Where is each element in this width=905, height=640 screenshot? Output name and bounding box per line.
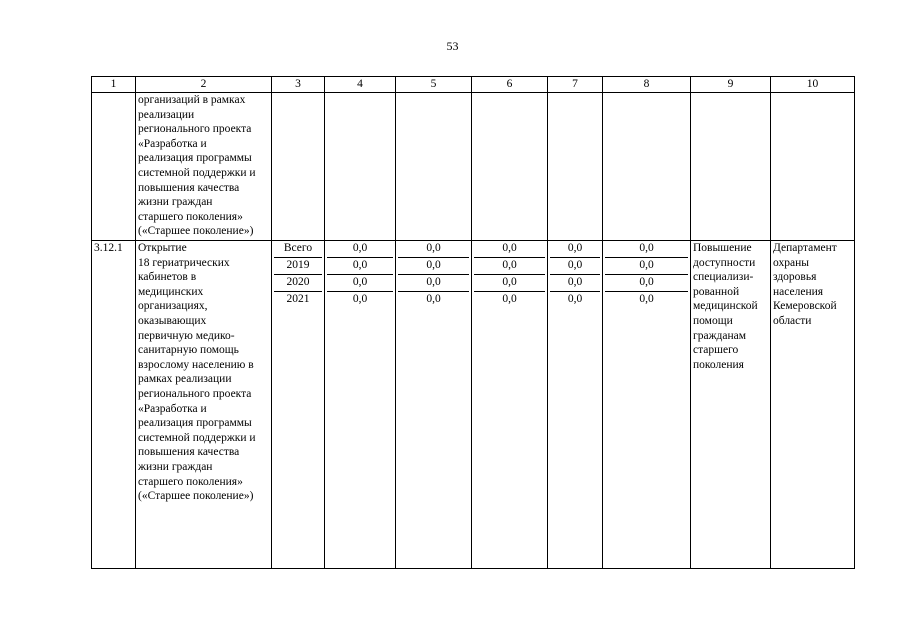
description-line: системной поддержки и: [138, 431, 256, 444]
funding-value: 0,0: [327, 275, 393, 292]
description-line: системной поддержки и: [138, 166, 256, 179]
header-row: [92, 77, 855, 93]
description-line: медицинских: [138, 285, 204, 298]
description-line: кабинетов в: [138, 271, 197, 284]
executor-line: населения: [773, 285, 824, 298]
year-label: 2020: [274, 275, 322, 292]
description-line: «Разработка и: [138, 137, 207, 150]
col-header-10: 10: [771, 77, 855, 93]
col-header-8: 8: [603, 77, 691, 93]
funding-value: 0,0: [352, 293, 368, 305]
funding-column-4: [325, 241, 396, 569]
funding-value: 0,0: [639, 293, 654, 305]
funding-values: [398, 241, 469, 308]
table-row-continued: [92, 93, 855, 241]
funding-value: 0,0: [327, 241, 393, 258]
description-line: реализации: [138, 108, 195, 121]
funding-column-6: [472, 241, 548, 569]
description-line: реализация программы: [138, 152, 252, 165]
funding-value: 0,0: [605, 241, 688, 258]
col-header-4: 4: [325, 77, 396, 93]
funding-value: 0,0: [474, 258, 545, 275]
empty-cell: [325, 93, 396, 241]
funding-value: 0,0: [567, 293, 583, 305]
col-header-9: 9: [691, 77, 771, 93]
description-line: повышения качества: [138, 181, 240, 194]
description-line: организациях,: [138, 300, 208, 313]
row-number: 3.12.1: [92, 241, 136, 569]
funding-values: [550, 241, 600, 308]
description-line: первичную медико-: [138, 329, 235, 342]
funding-value: 0,0: [474, 241, 545, 258]
col-header-1: 1: [92, 77, 136, 93]
funding-value: 0,0: [605, 275, 688, 292]
funding-value: 0,0: [327, 258, 393, 275]
description-line: («Старшее поколение»): [138, 225, 254, 238]
responsible-executor: [771, 241, 855, 569]
empty-cell: [472, 93, 548, 241]
funding-value: 0,0: [426, 293, 441, 305]
description-line: реализация программы: [138, 417, 252, 430]
funding-values: [605, 241, 688, 308]
executor-line: области: [773, 314, 812, 327]
empty-cell: [771, 93, 855, 241]
expected-result: [691, 241, 771, 569]
funding-value: 0,0: [502, 293, 517, 305]
col-header-6: 6: [472, 77, 548, 93]
description-line: оказывающих: [138, 314, 207, 327]
year-list: [274, 241, 322, 308]
executor-line: Департамент: [773, 242, 837, 254]
executor-line: здоровья: [773, 271, 817, 284]
year-column: [272, 241, 325, 569]
funding-value: 0,0: [398, 241, 469, 258]
description-line: 18 гериатрических: [138, 256, 230, 269]
empty-cell: [691, 93, 771, 241]
activity-description: [136, 241, 272, 569]
result-line: помощи: [693, 314, 733, 327]
description-line: жизни граждан: [138, 196, 213, 209]
funding-column-7: [548, 241, 603, 569]
funding-value: 0,0: [398, 275, 469, 292]
result-line: специализи-: [693, 271, 754, 284]
description-line: старшего поколения»: [138, 210, 243, 223]
empty-cell: [396, 93, 472, 241]
description-line: санитарную помощь: [138, 344, 239, 357]
funding-value: 0,0: [550, 275, 600, 292]
result-line: доступности: [693, 256, 756, 269]
description-line: («Старшее поколение»): [138, 490, 254, 503]
description-line: повышения качества: [138, 446, 240, 459]
col-header-3: 3: [272, 77, 325, 93]
description-line: взрослому населению в: [138, 358, 254, 371]
row-number: [92, 93, 136, 241]
executor-line: охраны: [773, 256, 809, 269]
description-line: старшего поколения»: [138, 475, 243, 488]
col-header-7: 7: [548, 77, 603, 93]
description-line: «Разработка и: [138, 402, 207, 415]
description-line: регионального проекта: [138, 387, 252, 400]
funding-column-8: [603, 241, 691, 569]
page-number: 53: [446, 39, 459, 53]
activity-description: [136, 93, 272, 241]
funding-value: 0,0: [474, 275, 545, 292]
description-line: регионального проекта: [138, 123, 252, 136]
result-line: Повышение: [693, 242, 752, 254]
empty-cell: [548, 93, 603, 241]
funding-value: 0,0: [398, 258, 469, 275]
result-line: гражданам: [693, 329, 747, 342]
description-line: Открытие: [138, 242, 187, 254]
year-label: 2021: [286, 293, 310, 305]
col-header-2: 2: [136, 77, 272, 93]
col-header-5: 5: [396, 77, 472, 93]
table-row-3-12-1: [92, 241, 855, 569]
funding-values: [327, 241, 393, 308]
executor-line: Кемеровской: [773, 300, 837, 313]
funding-value: 0,0: [550, 258, 600, 275]
year-label: 2019: [274, 258, 322, 275]
funding-values: [474, 241, 545, 308]
funding-column-5: [396, 241, 472, 569]
description-line: рамках реализации: [138, 373, 232, 386]
description-line: жизни граждан: [138, 460, 213, 473]
result-line: медицинской: [693, 300, 758, 313]
funding-value: 0,0: [605, 258, 688, 275]
program-table: [91, 76, 855, 569]
description-line: организаций в рамках: [138, 94, 246, 106]
empty-cell: [603, 93, 691, 241]
result-line: рованной: [693, 285, 740, 298]
result-line: старшего: [693, 344, 739, 357]
empty-cell: [272, 93, 325, 241]
result-line: поколения: [693, 358, 744, 371]
year-label: Всего: [274, 241, 322, 258]
funding-value: 0,0: [550, 241, 600, 258]
